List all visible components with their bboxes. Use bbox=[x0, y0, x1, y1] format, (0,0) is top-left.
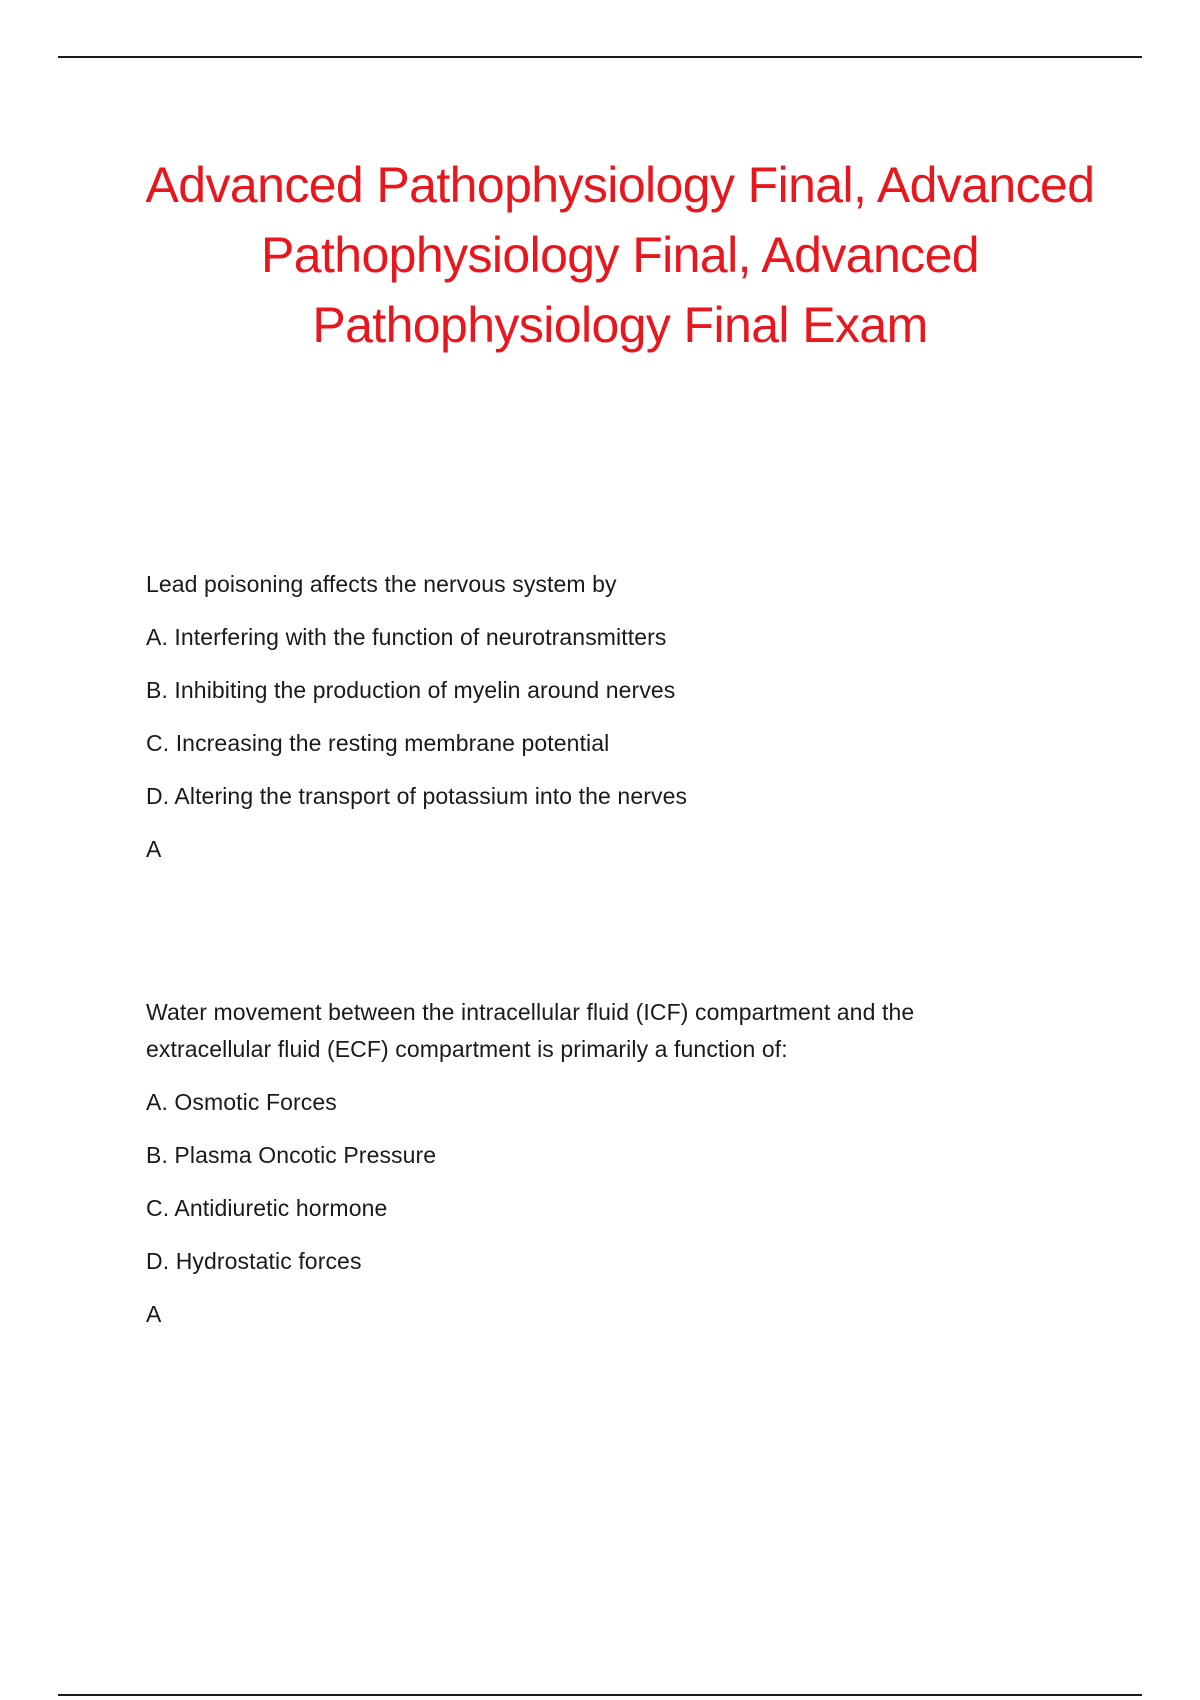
top-divider bbox=[58, 56, 1142, 58]
answer: A bbox=[146, 1301, 162, 1327]
question-text: Lead poisoning affects the nervous system by bbox=[146, 571, 617, 597]
option-d: D. Hydrostatic forces bbox=[146, 1248, 362, 1274]
option-c: C. Antidiuretic hormone bbox=[146, 1195, 388, 1221]
option-c: C. Increasing the resting membrane potential bbox=[146, 730, 610, 756]
question-text: Water movement between the intracellular fluid (ICF) compartment and the extracellular fluid (ECF) compartment is primarily a function of: bbox=[146, 999, 915, 1062]
option-d: D. Altering the transport of potassium into the nerves bbox=[146, 783, 688, 809]
question-2 bbox=[146, 994, 1046, 1333]
question-1 bbox=[146, 566, 1046, 868]
document-title: Advanced Pathophysiology Final, Advanced Pathophysiology Final, Advanced Pathophysiology Final Exam bbox=[145, 157, 1095, 353]
option-a: A. Osmotic Forces bbox=[146, 1089, 337, 1115]
option-b: B. Inhibiting the production of myelin around nerves bbox=[146, 677, 676, 703]
bottom-divider bbox=[58, 1694, 1142, 1696]
option-b: B. Plasma Oncotic Pressure bbox=[146, 1142, 437, 1168]
answer: A bbox=[146, 836, 162, 862]
option-a: A. Interfering with the function of neurotransmitters bbox=[146, 624, 667, 650]
